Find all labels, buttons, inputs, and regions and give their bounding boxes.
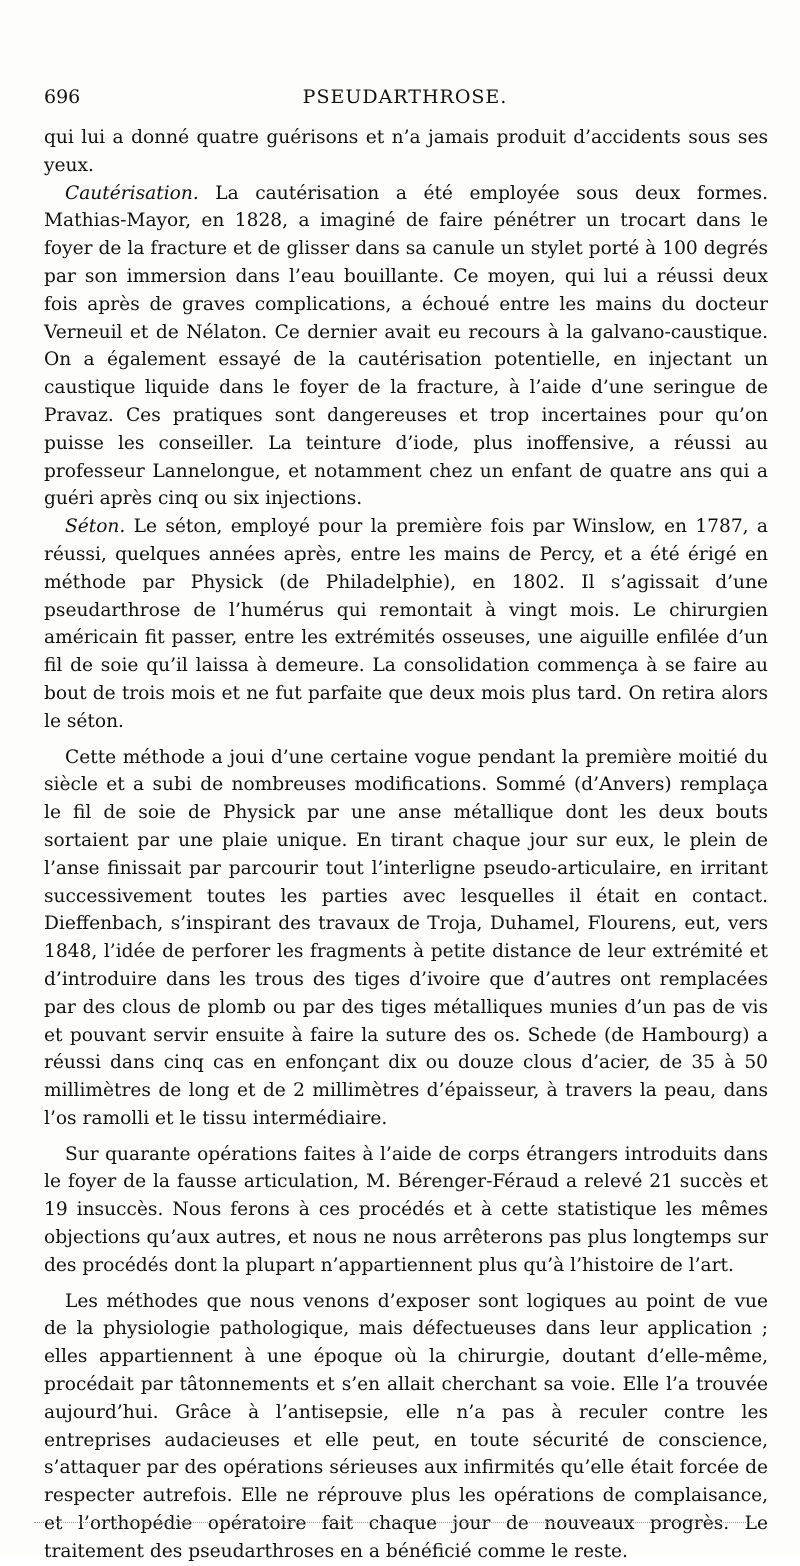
paragraph-text: Les méthodes que nous venons d’exposer sont logiques au point de vue de la physiologie pathologique, mais défectueuses dans leur application ; elles appartiennent à une époque où la chirurgie, doutant d’elle-même, procédait par tâtonnements et s’en allait cherchant sa voie. Elle l’a trouvée aujourd’hui. Grâce à l’antisepsie, elle n’a pas à reculer contre les entreprises audacieuses et elle peut, en toute sécurité de conscience, s’attaquer par des opérations sérieuses aux infirmités qu’elle était forcée de respecter autrefois. Elle ne réprouve plus les opérations de complaisance, et l’orthopédie opératoire fait chaque jour de nouveaux progrès. Le traitement des pseudarthroses en a bénéficié comme le reste.: [44, 1290, 768, 1562]
bottom-rule: [34, 1522, 754, 1523]
body-text: [44, 124, 768, 1566]
paragraph-text: Cette méthode a joui d’une certaine vogue pendant la première moitié du siècle et a subi de nombreuses modifications. Sommé (d’Anvers) remplaça le fil de soie de Physick par une anse métallique dont les deux bouts sortaient par une plaie unique. En tirant chaque jour sur eux, le plein de l’anse finissait par parcourir tout l’interligne pseudo-articulaire, en irritant successivement toutes les parties avec lesquelles il était en contact. Dieffenbach, s’inspirant des travaux de Troja, Duhamel, Flourens, eut, vers 1848, l’idée de perforer les fragments à petite distance de leur extrémité et d’introduire dans les trous des tiges d’ivoire que d’autres ont remplacées par des clous de plomb ou par des tiges métalliques munies d’un pas de vis et pouvant servir ensuite à faire la suture des os. Schede (de Hambourg) a réussi dans cinq cas en enfonçant dix ou douze clous d’acier, de 35 à 50 millimètres de long et de 2 millimètres d’épaisseur, à travers la peau, dans l’os ramolli et le tissu intermédiaire.: [44, 746, 768, 1129]
running-head: [44, 86, 766, 110]
page-number: 696: [44, 86, 81, 108]
paragraph-text: Sur quarante opérations faites à l’aide de corps étrangers introduits dans le foyer de la fausse articulation, M. Bérenger-Féraud a relevé 21 succès et 19 insuccès. Nous ferons à ces procédés et à cette statistique les mêmes objections qu’aux autres, et nous ne nous arrêterons pas plus longtemps sur des procédés dont la plupart n’appartiennent plus qu’à l’histoire de l’art.: [44, 1143, 768, 1276]
paragraph-seton: [44, 513, 768, 735]
paragraph-cauterisation: [44, 180, 768, 514]
running-title: PSEUDARTHROSE.: [302, 86, 508, 108]
section-label-seton: Séton.: [65, 516, 126, 538]
paragraph-text: Le séton, employé pour la première fois par Winslow, en 1787, a réussi, quelques années après, entre les mains de Percy, et a été érigé en méthode par Physick (de Philadelphie), en 1802. Il s’agissait d’une pseudarthrose de l’humérus qui remontait à vingt mois. Le chirurgien américain fit passer, entre les extrémités osseuses, une aiguille enfilée d’un fil de soie qu’il laissa à demeure. La consolidation commença à se faire au bout de trois mois et ne fut parfaite que deux mois plus tard. On retira alors le séton.: [44, 516, 768, 732]
section-label-cauterisation: Cautérisation.: [65, 182, 199, 204]
paragraph-methode: [44, 744, 768, 1133]
paragraph-text: qui lui a donné quatre guérisons et n’a jamais produit d’accidents sous ses yeux.: [44, 127, 768, 176]
paragraph-continuation: [44, 124, 768, 180]
paragraph-text: La cautérisation a été employée sous deux formes. Mathias-Mayor, en 1828, a imaginé de faire pénétrer un trocart dans le foyer de la fracture et de glisser dans sa canule un stylet porté à 100 degrés par son immersion dans l’eau bouillante. Ce moyen, qui lui a réussi deux fois après de graves complications, a échoué entre les mains du docteur Verneuil et de Nélaton. Ce dernier avait eu recours à la galvano-caustique. On a également essayé de la cautérisation potentielle, en injectant un caustique liquide dans le foyer de la fracture, à l’aide d’une seringue de Pravaz. Ces pratiques sont dangereuses et trop incertaines pour qu’on puisse les conseiller. La teinture d’iode, plus inoffensive, a réussi au professeur Lannelongue, et notamment chez un enfant de quatre ans qui a guéri après cinq ou six injections.: [44, 182, 768, 510]
paragraph-conclusion: [44, 1288, 768, 1566]
paragraph-corps-etrangers: [44, 1141, 768, 1280]
